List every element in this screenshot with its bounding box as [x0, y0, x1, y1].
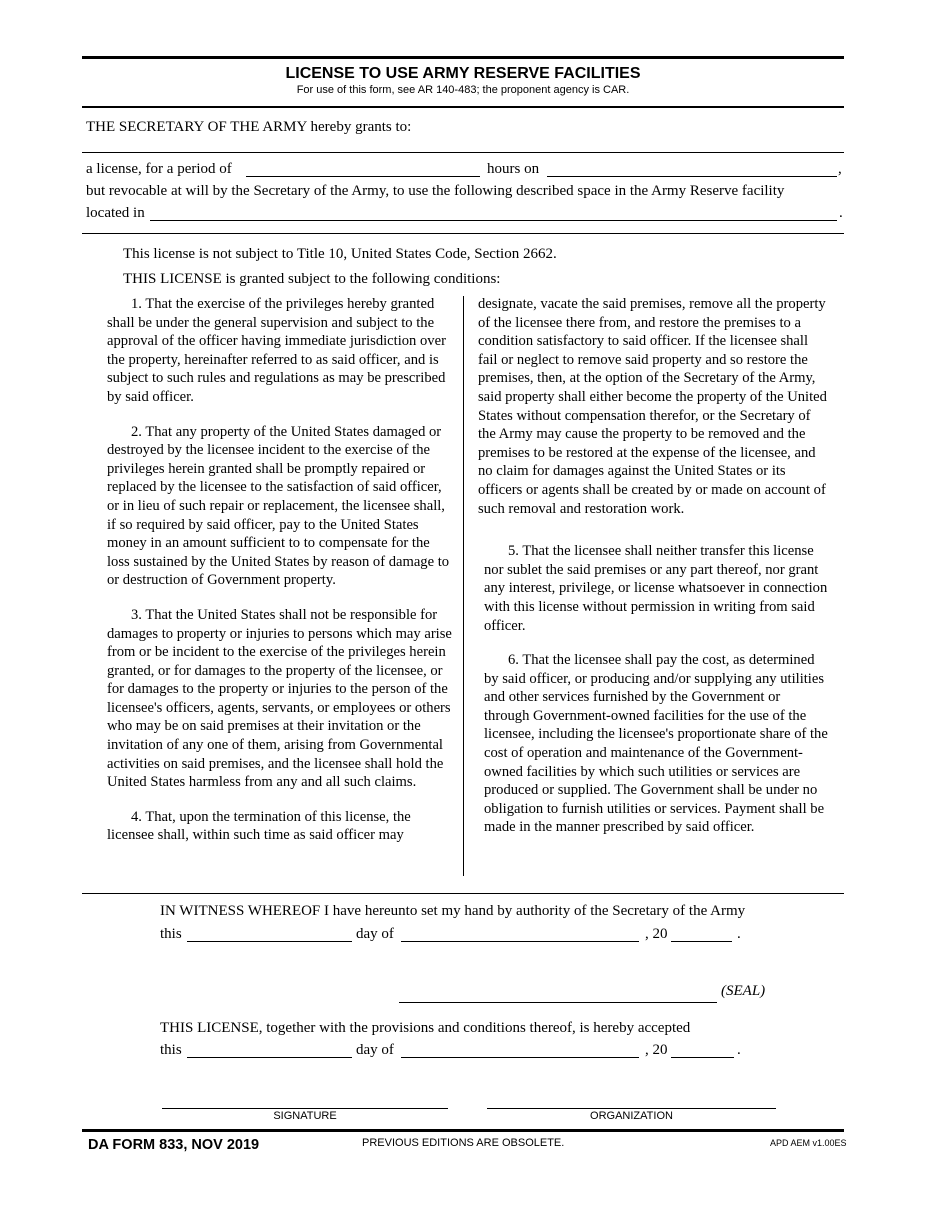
- conditions-right-column: [478, 295, 828, 837]
- version-label: APD AEM v1.00ES: [770, 1138, 847, 1148]
- hours-on-field[interactable]: [547, 176, 837, 177]
- acceptance-year-field[interactable]: [671, 1057, 734, 1058]
- hours-comma: ,: [838, 161, 842, 177]
- header-rule: [82, 106, 844, 108]
- witness-day-field[interactable]: [187, 941, 352, 942]
- acceptance-this-label: this: [160, 1042, 182, 1058]
- condition-4-start: 4. That, upon the termination of this license, the licensee shall, within such time as said officer may: [107, 808, 411, 844]
- hours-label: hours on: [487, 161, 540, 177]
- acceptance-year-prefix: , 20: [645, 1042, 668, 1058]
- acceptance-day-field[interactable]: [187, 1057, 352, 1058]
- organization-label: ORGANIZATION: [590, 1110, 673, 1122]
- conditions-left-column: [107, 295, 455, 845]
- license-period-label: a license, for a period of: [86, 161, 232, 177]
- conditions-intro: THIS LICENSE is granted subject to the following conditions:: [123, 271, 501, 287]
- editions-note: PREVIOUS EDITIONS ARE OBSOLETE.: [362, 1137, 565, 1149]
- top-rule: [82, 56, 844, 59]
- acceptance-text: THIS LICENSE, together with the provisions and conditions thereof, is hereby accepted: [160, 1020, 691, 1036]
- license-period-field[interactable]: [246, 176, 480, 177]
- witness-signature-field[interactable]: [399, 1002, 717, 1003]
- column-divider: [463, 296, 464, 876]
- title10-note: This license is not subject to Title 10, United States Code, Section 2662.: [123, 246, 557, 262]
- organization-field[interactable]: [487, 1108, 776, 1109]
- located-label: located in: [86, 205, 145, 221]
- grantor-line: THE SECRETARY OF THE ARMY hereby grants to:: [86, 119, 412, 135]
- condition-5: 5. That the licensee shall neither transfer this license nor sublet the said premises or any part thereof, nor grant any interest, privilege, or license whatsoever in connection with this license without permission in writing from said officer.: [484, 543, 828, 634]
- witness-period: .: [737, 926, 741, 942]
- acceptance-period: .: [737, 1042, 741, 1058]
- grant-section-rule: [82, 233, 844, 234]
- located-in-field[interactable]: [150, 220, 837, 221]
- condition-6: 6. That the licensee shall pay the cost, as determined by said officer, or producing and/or supplying any utilities and other services furnished by the Government or through Government-owned facilities for the use of the licensee, including the licensee's proportionate share of the cost of operation and maintenance of the Government-owned facilities by which such utilities or services are produced or supplied. The Government shall be under no obligation to furnish utilities or services. Payment shall be made in the manner prescribed by said officer.: [484, 652, 828, 836]
- footer-rule: [82, 1129, 844, 1132]
- condition-4-continued: designate, vacate the said premises, remove all the property of the licensee there from, and restore the premises to a condition satisfactory to said officer. If the licensee shall fail or neglect to remove said property and so restore the premises, then, at the option of the Secretary of the Army, said property shall either become the property of the United States without compensation therefor, or the Secretary of the Army may cause the property to be removed and the premises to be restored at the expense of the licensee, and no claim for damages against the United States or its officers or agents shall be created by or made on account of such removal and restoration work.: [478, 296, 827, 517]
- signature-field[interactable]: [162, 1108, 448, 1109]
- acceptance-day-of-label: day of: [356, 1042, 394, 1058]
- witness-day-of-label: day of: [356, 926, 394, 942]
- seal-label: (SEAL): [721, 983, 766, 999]
- witness-year-field[interactable]: [671, 941, 732, 942]
- located-period: .: [839, 205, 843, 221]
- condition-2: 2. That any property of the United States damaged or destroyed by the licensee incident to the exercise of the privileges herein granted shall be promptly repaired or replaced by the licensee to the satisfaction of said officer, or in lieu of such repair or replacement, the licensee shall, if so required by said officer, pay to the United States money in an amount sufficient to to compensate for the loss sustained by the United States by reason of damage to or destruction of Government property.: [107, 423, 450, 589]
- condition-3: 3. That the United States shall not be responsible for damages to property or injuries to persons which may arise from or be incident to the exercise of the privileges herein granted, or for damages to the property of the licensee, or for damages to the property or injuries to the person of the licensee's officers, agents, servants, or employees or others who may be on said premises at their invitation or the invitation of any one of them, arising from Governmental activities on said premises, and the licensee shall hold the United States harmless from any and all such claims.: [107, 606, 452, 791]
- witness-text: IN WITNESS WHEREOF I have hereunto set my hand by authority of the Secretary of the Army: [160, 903, 746, 919]
- condition-1: 1. That the exercise of the privileges hereby granted shall be under the general supervision and subject to the approval of the officer having immediate jurisdiction over the property, hereinafter referred to as said officer, and is subject to such rules and regulations as may be prescribed by said officer.: [107, 296, 446, 405]
- conditions-bottom-rule: [82, 893, 844, 894]
- signature-label: SIGNATURE: [273, 1110, 337, 1122]
- grantee-rule: [82, 152, 844, 153]
- revocable-text: but revocable at will by the Secretary of the Army, to use the following described space in the Army Reserve facility: [86, 183, 785, 199]
- form-subtitle: For use of this form, see AR 140-483; the proponent agency is CAR.: [296, 84, 630, 96]
- form-title: LICENSE TO USE ARMY RESERVE FACILITIES: [285, 65, 641, 82]
- acceptance-month-field[interactable]: [401, 1057, 639, 1058]
- witness-month-field[interactable]: [401, 941, 639, 942]
- form-number: DA FORM 833, NOV 2019: [88, 1137, 260, 1153]
- witness-year-prefix: , 20: [645, 926, 668, 942]
- witness-this-label: this: [160, 926, 182, 942]
